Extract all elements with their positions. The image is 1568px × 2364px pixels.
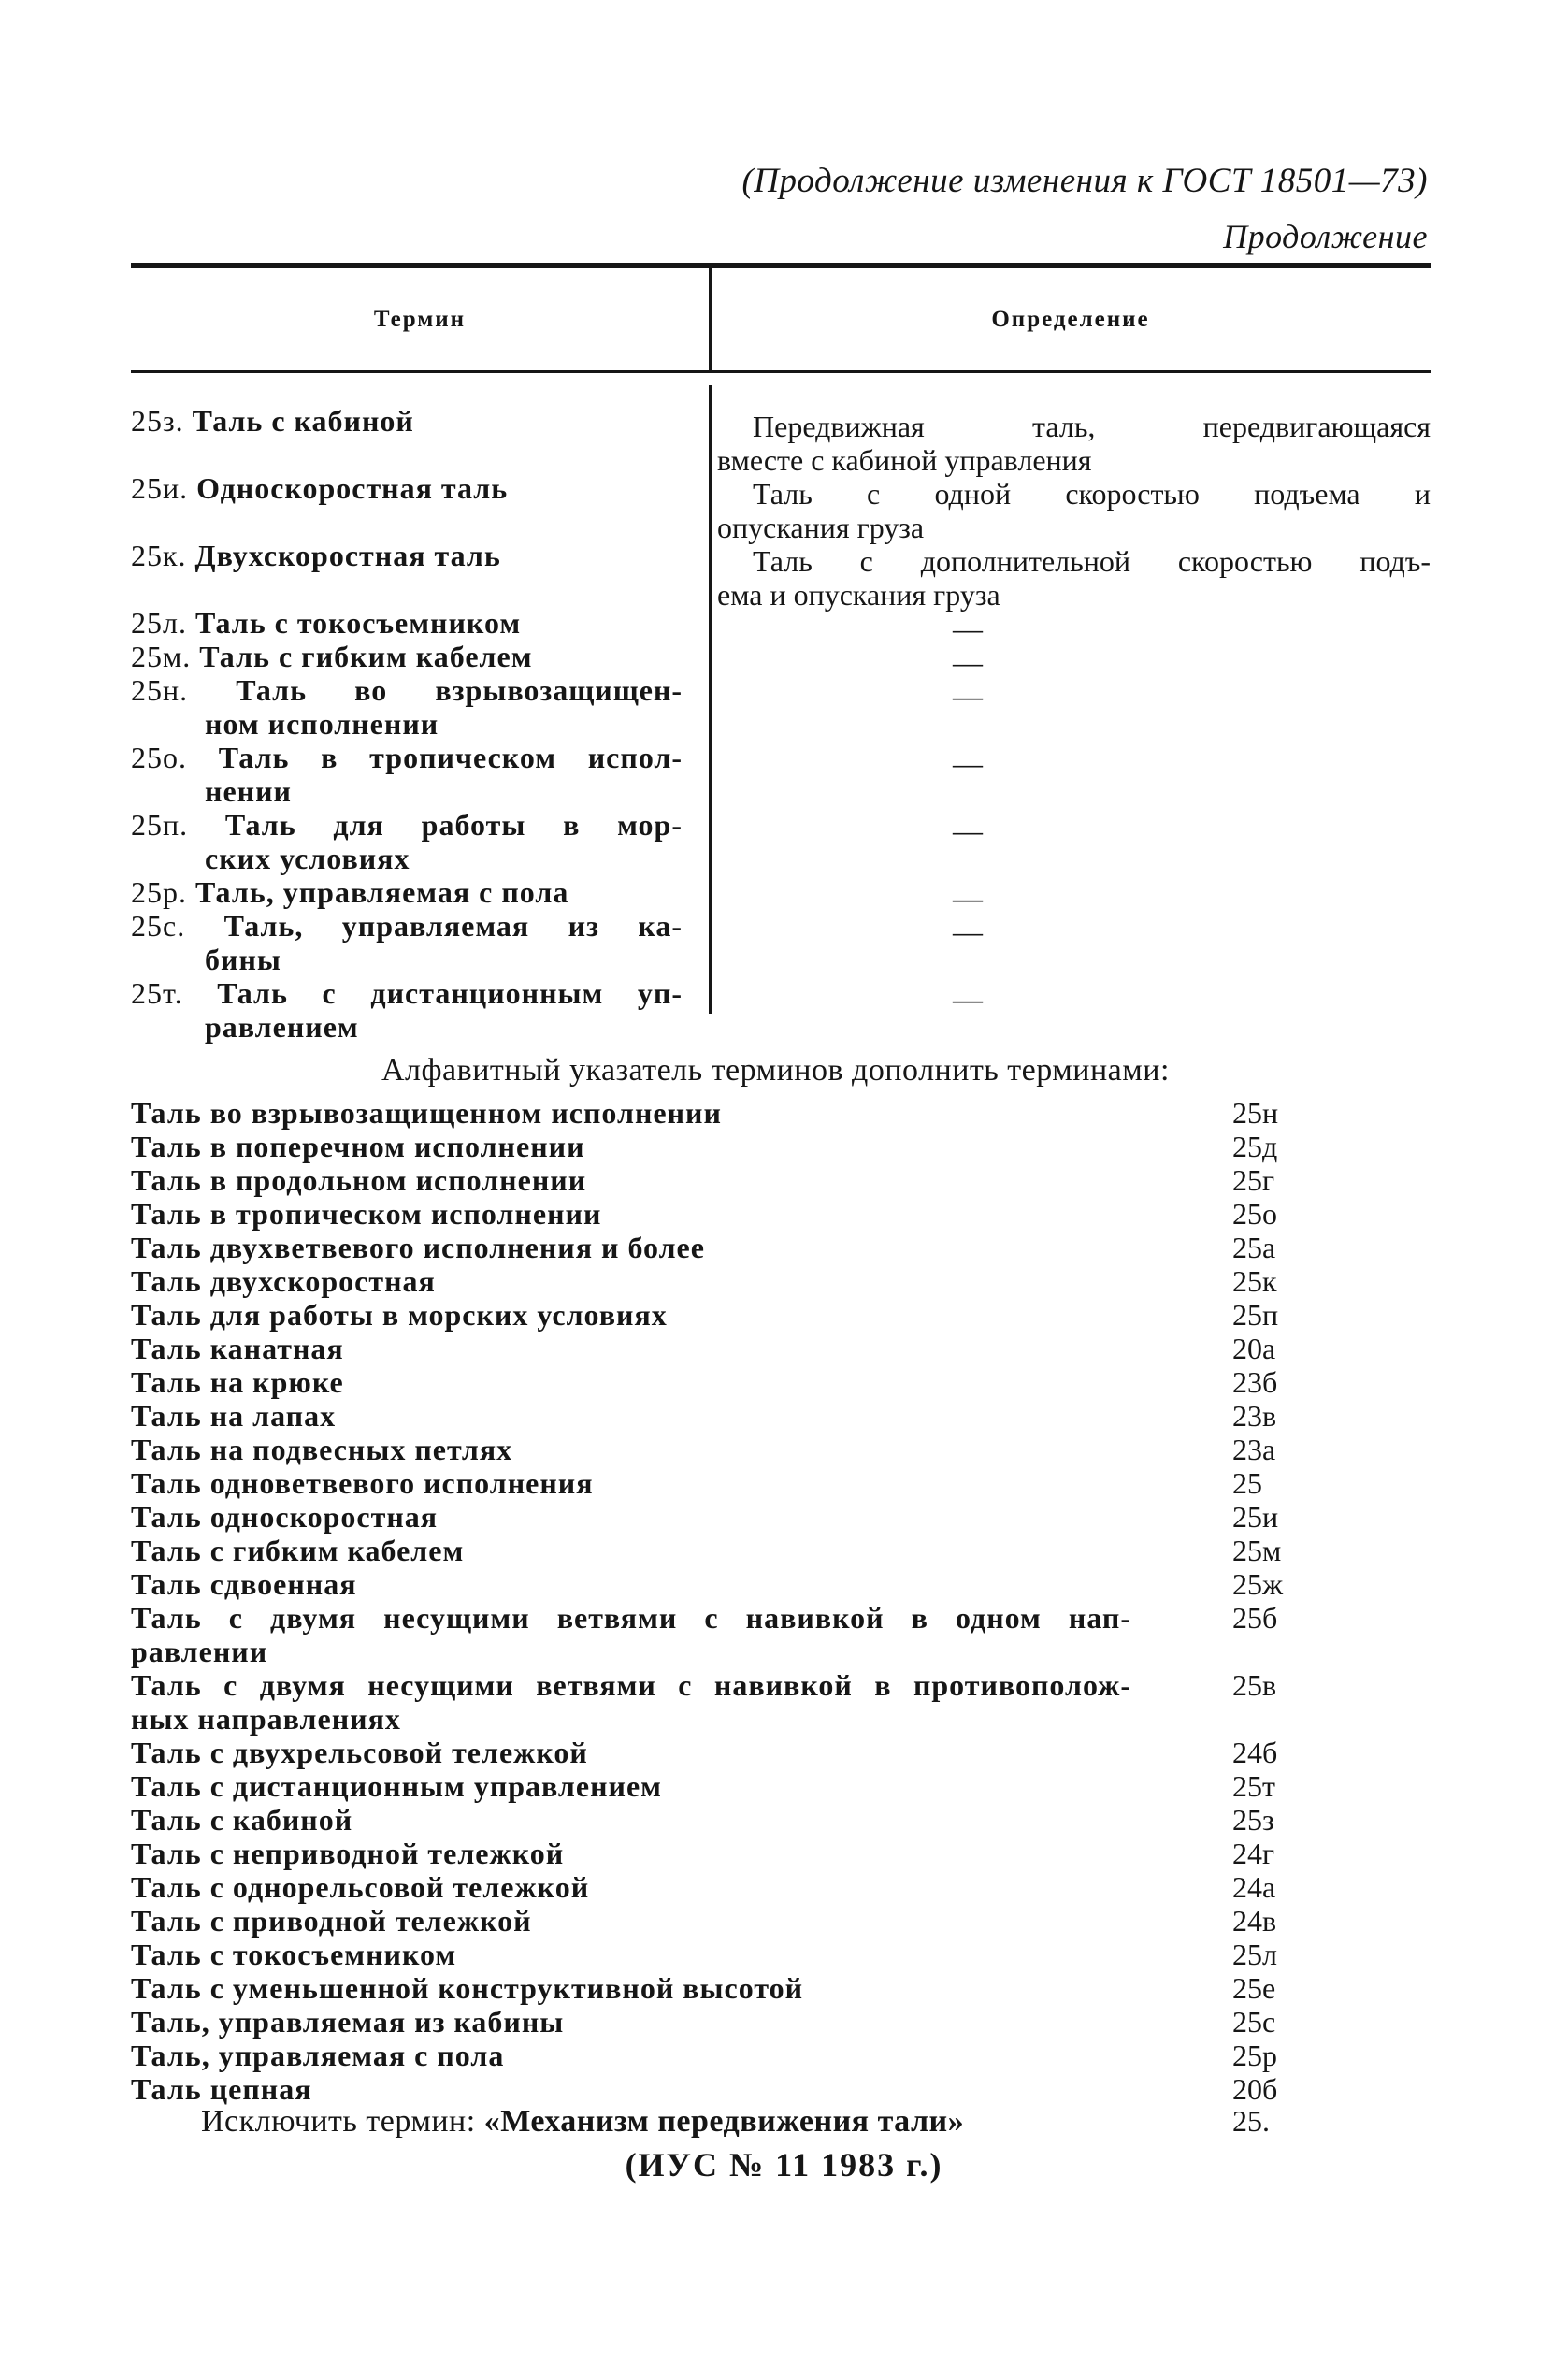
index-ref: 25ж bbox=[1232, 1567, 1284, 1601]
index-ref: 25и bbox=[1232, 1500, 1279, 1534]
index-ref: 24а bbox=[1232, 1870, 1276, 1904]
index-term: Таль цепная bbox=[131, 2072, 312, 2106]
index-ref: 23а bbox=[1232, 1433, 1276, 1466]
index-ref: 25е bbox=[1232, 1971, 1276, 2005]
footer-ius: (ИУС № 11 1983 г.) bbox=[625, 2146, 943, 2184]
index-term: Таль на крюке bbox=[131, 1365, 344, 1399]
index-ref: 23б bbox=[1232, 1365, 1278, 1399]
term-line: бины bbox=[205, 943, 281, 976]
definition-dash: — bbox=[953, 982, 983, 1016]
index-ref: 25а bbox=[1232, 1231, 1276, 1264]
definition-line: Таль с одной скоростью подъема и bbox=[753, 477, 1431, 511]
index-term: Таль для работы в морских условиях bbox=[131, 1298, 668, 1332]
index-term: Таль двухскоростная bbox=[131, 1264, 436, 1298]
exclude-ref: 25. bbox=[1232, 2104, 1270, 2138]
index-ref: 25 bbox=[1232, 1466, 1262, 1500]
index-term: ных направлениях bbox=[131, 1702, 401, 1736]
index-entry bbox=[131, 1163, 1159, 1197]
index-entry bbox=[131, 1298, 1159, 1332]
term-line: 25р. Таль, управляемая с пола bbox=[131, 875, 569, 909]
definition-line: вместе с кабиной управления bbox=[717, 443, 1092, 477]
term-line: 25т. Таль с дистанционным уп- bbox=[131, 976, 683, 1010]
index-term: Таль на подвесных петлях bbox=[131, 1433, 513, 1466]
index-entry bbox=[131, 1668, 1159, 1736]
index-ref: 25п bbox=[1232, 1298, 1279, 1332]
index-term: Таль с дистанционным управлением bbox=[131, 1769, 662, 1803]
exclude-term: «Механизм передвижения тали» bbox=[483, 2104, 965, 2139]
index-ref: 25д bbox=[1232, 1130, 1278, 1163]
index-entry bbox=[131, 1837, 1159, 1870]
index-term: Таль с кабиной bbox=[131, 1803, 353, 1837]
exclude-line bbox=[201, 2104, 964, 2140]
term-number: 25о. bbox=[131, 741, 219, 774]
index-ref: 25с bbox=[1232, 2005, 1276, 2039]
table-body-divider bbox=[709, 385, 712, 1014]
index-term: Таль с токосъемником bbox=[131, 1938, 457, 1971]
index-term: Таль, управляемая с пола bbox=[131, 2039, 505, 2072]
term-number: 25н. bbox=[131, 673, 237, 707]
term-number: 25м. bbox=[131, 640, 200, 673]
definition-line: ема и опускания груза bbox=[717, 578, 1000, 612]
term-line: 25л. Таль с токосъемником bbox=[131, 606, 522, 640]
term-number: 25п. bbox=[131, 808, 225, 842]
term-number: 25с. bbox=[131, 909, 224, 943]
index-entry bbox=[131, 2072, 1159, 2106]
term-number: 25к. bbox=[131, 539, 195, 572]
definition-cell bbox=[717, 410, 1431, 477]
index-entry bbox=[131, 1365, 1159, 1399]
index-entry bbox=[131, 1500, 1159, 1534]
index-ref: 25б bbox=[1232, 1601, 1278, 1635]
column-header-term: Термин bbox=[373, 307, 467, 332]
index-term: Таль с однорельсовой тележкой bbox=[131, 1870, 590, 1904]
term-number: 25и. bbox=[131, 471, 197, 505]
term-line: ских условиях bbox=[205, 842, 410, 875]
term-line: 25и. Односкоростная таль bbox=[131, 471, 509, 505]
term-cell bbox=[131, 539, 683, 572]
index-term: Таль в продольном исполнении bbox=[131, 1163, 587, 1197]
index-term: Таль одноветвевого исполнения bbox=[131, 1466, 594, 1500]
term-line: равлением bbox=[205, 1010, 359, 1044]
index-ref: 25л bbox=[1232, 1938, 1277, 1971]
index-ref: 24б bbox=[1232, 1736, 1278, 1769]
index-term: Таль с двухрельсовой тележкой bbox=[131, 1736, 588, 1769]
definition-line: Передвижная таль, передвигающаяся bbox=[753, 410, 1431, 443]
index-term: Таль с приводной тележкой bbox=[131, 1904, 532, 1938]
index-entry bbox=[131, 1534, 1159, 1567]
index-entry bbox=[131, 1332, 1159, 1365]
index-ref: 23в bbox=[1232, 1399, 1277, 1433]
index-entry bbox=[131, 1803, 1159, 1837]
index-ref: 25р bbox=[1232, 2039, 1277, 2072]
index-term: Таль в тропическом исполнении bbox=[131, 1197, 602, 1231]
index-entry bbox=[131, 1938, 1159, 1971]
definition-line: опускания груза bbox=[717, 511, 925, 544]
exclude-prefix: Исключить термин: bbox=[201, 2104, 476, 2139]
index-entry bbox=[131, 1971, 1159, 2005]
term-number: 25р. bbox=[131, 875, 195, 909]
index-term: Таль на лапах bbox=[131, 1399, 337, 1433]
column-header-definition: Определение bbox=[991, 307, 1150, 332]
index-term: Таль в поперечном исполнении bbox=[131, 1130, 585, 1163]
definition-dash: — bbox=[953, 915, 983, 948]
index-entry bbox=[131, 2039, 1159, 2072]
term-cell bbox=[131, 640, 683, 673]
index-term: Таль двухветвевого исполнения и более bbox=[131, 1231, 705, 1264]
index-ref: 25в bbox=[1232, 1668, 1277, 1702]
index-term: Таль с гибким кабелем bbox=[131, 1534, 465, 1567]
index-term: Таль с неприводной тележкой bbox=[131, 1837, 565, 1870]
continuation-header: (Продолжение изменения к ГОСТ 18501—73) bbox=[741, 162, 1428, 200]
index-term: равлении bbox=[131, 1635, 268, 1668]
term-cell bbox=[131, 606, 683, 640]
term-line: нении bbox=[205, 774, 292, 808]
index-term: Таль односкоростная bbox=[131, 1500, 439, 1534]
index-entry bbox=[131, 1433, 1159, 1466]
term-line: ном исполнении bbox=[205, 707, 439, 741]
index-ref: 24г bbox=[1232, 1837, 1275, 1870]
term-cell bbox=[131, 741, 683, 808]
term-line: 25н. Таль во взрывозащищен- bbox=[131, 673, 683, 707]
term-cell bbox=[131, 875, 683, 909]
term-line: 25с. Таль, управляемая из ка- bbox=[131, 909, 683, 943]
index-term: Таль с двумя несущими ветвями с навивкой в противополож- bbox=[131, 1668, 1131, 1702]
definition-line: Таль с дополнительной скоростью подъ- bbox=[753, 544, 1431, 578]
index-term: Таль канатная bbox=[131, 1332, 344, 1365]
index-entry bbox=[131, 1601, 1159, 1668]
term-number: 25з. bbox=[131, 404, 193, 438]
index-entry bbox=[131, 1096, 1159, 1130]
index-entry bbox=[131, 1870, 1159, 1904]
index-ref: 25т bbox=[1232, 1769, 1275, 1803]
index-ref: 25з bbox=[1232, 1803, 1274, 1837]
index-ref: 25м bbox=[1232, 1534, 1282, 1567]
index-entry bbox=[131, 1231, 1159, 1264]
index-term: Таль сдвоенная bbox=[131, 1567, 357, 1601]
index-entry bbox=[131, 2005, 1159, 2039]
index-entry bbox=[131, 1736, 1159, 1769]
term-cell bbox=[131, 976, 683, 1044]
table-top-rule bbox=[131, 263, 1431, 268]
index-entry bbox=[131, 1466, 1159, 1500]
definition-dash: — bbox=[953, 679, 983, 713]
index-entry bbox=[131, 1399, 1159, 1433]
term-line: 25м. Таль с гибким кабелем bbox=[131, 640, 533, 673]
term-cell bbox=[131, 808, 683, 875]
term-cell bbox=[131, 471, 683, 505]
definition-dash: — bbox=[953, 612, 983, 645]
definition-cell bbox=[717, 477, 1431, 544]
index-term: Таль, управляемая из кабины bbox=[131, 2005, 565, 2039]
index-entry bbox=[131, 1904, 1159, 1938]
term-cell bbox=[131, 404, 683, 438]
index-entry bbox=[131, 1197, 1159, 1231]
definition-dash: — bbox=[953, 814, 983, 847]
table-header-rule bbox=[131, 370, 1431, 373]
index-ref: 25к bbox=[1232, 1264, 1277, 1298]
term-line: 25к. Двухскоростная таль bbox=[131, 539, 501, 572]
index-ref: 20а bbox=[1232, 1332, 1276, 1365]
term-line: 25п. Таль для работы в мор- bbox=[131, 808, 683, 842]
index-term: Таль с двумя несущими ветвями с навивкой в одном нап- bbox=[131, 1601, 1131, 1635]
index-entry bbox=[131, 1264, 1159, 1298]
index-term: Таль во взрывозащищенном исполнении bbox=[131, 1096, 722, 1130]
index-entry bbox=[131, 1769, 1159, 1803]
definition-dash: — bbox=[953, 746, 983, 780]
definition-cell bbox=[717, 544, 1431, 612]
index-ref: 20б bbox=[1232, 2072, 1278, 2106]
index-entry bbox=[131, 1567, 1159, 1601]
term-cell bbox=[131, 909, 683, 976]
index-term: Таль с уменьшенной конструктивной высотой bbox=[131, 1971, 804, 2005]
index-entry bbox=[131, 1130, 1159, 1163]
index-ref: 25о bbox=[1232, 1197, 1277, 1231]
index-ref: 25г bbox=[1232, 1163, 1275, 1197]
definition-dash: — bbox=[953, 645, 983, 679]
index-title: Алфавитный указатель терминов дополнить терминами: bbox=[381, 1053, 1170, 1088]
index-ref: 24в bbox=[1232, 1904, 1277, 1938]
term-cell bbox=[131, 673, 683, 741]
term-line: 25о. Таль в тропическом испол- bbox=[131, 741, 683, 774]
index-ref: 25н bbox=[1232, 1096, 1279, 1130]
term-line: 25з. Таль с кабиной bbox=[131, 404, 414, 438]
definition-dash: — bbox=[953, 881, 983, 915]
term-number: 25л. bbox=[131, 606, 195, 640]
term-number: 25т. bbox=[131, 976, 218, 1010]
continuation-label: Продолжение bbox=[1223, 218, 1428, 255]
